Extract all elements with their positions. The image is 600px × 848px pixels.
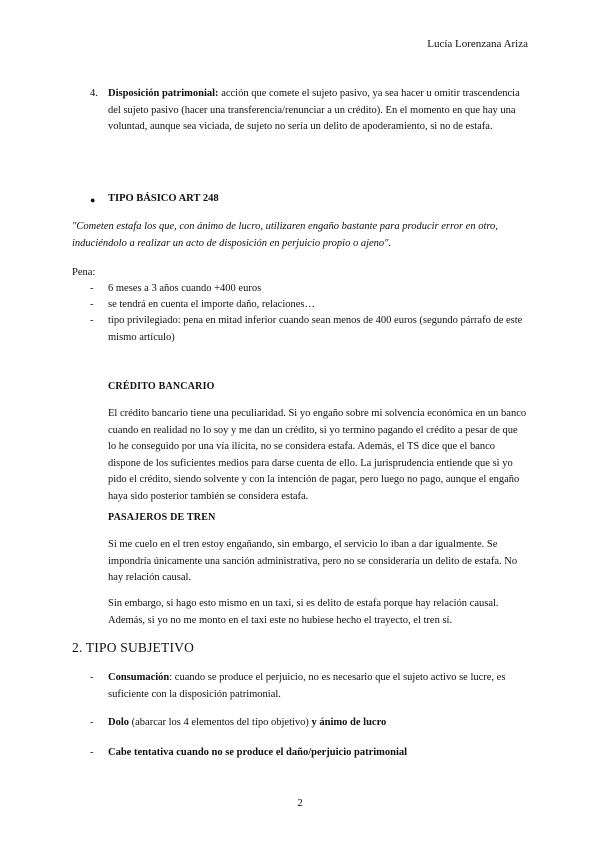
credito-heading: CRÉDITO BANCARIO — [108, 381, 215, 392]
item-text: : cuando se produce el perjuicio, no es necesario que el sujeto activo se lucre, es suficiente con la disposición patrimonial. — [108, 672, 506, 700]
pasajeros-paragraph-2: Sin embargo, si hago esto mismo en un taxi, si es delito de estafa porque hay relación causal. Además, si yo no me monto en el taxi este no hubiese hecho el trayecto, el tren sí. — [108, 598, 499, 626]
pena-item-2 — [90, 297, 528, 314]
bullet-icon: ● — [90, 195, 96, 205]
pasajeros-heading: PASAJEROS DE TREN — [108, 512, 216, 523]
item-tail: y ánimo de lucro — [311, 717, 387, 728]
credito-paragraph: El crédito bancario tiene una peculiaridad. Si yo engaño sobre mi solvencia económica en un banco cuando en realidad no lo soy y me dan un crédito, si yo termino pagando el crédito a pesar de que lo he conseguido por una vía ilícita, no se considera estafa. Además, el TS dice que el banco dispone de los suficientes medios para darse cuenta de ello. La jurisprudencia entiende que si yo pido el crédito, siendo solvente y con la intención de pagar, pero luego no pago, aunque el engaño haya sido posterior también se considera estafa. — [108, 408, 527, 502]
pasajeros-paragraph-1: Si me cuelo en el tren estoy engañando, sin embargo, el servicio lo iban a dar igualmente. Se impondría únicamente una sanción administrativa, pero no se consideraría un delito de estafa. No hay relación causal. — [108, 539, 518, 583]
dash-marker: - — [90, 315, 94, 326]
pena-item-3 — [90, 313, 528, 346]
heading-text: TIPO BÁSICO ART 248 — [108, 193, 219, 204]
dash-marker: - — [90, 717, 94, 728]
item-text: acción que comete el sujeto pasivo, ya sea hacer u omitir trascendencia del sujeto pasivo (hacer una transferencia/renunciar a un crédito). En el momento en que hay una voluntad, aunque sea viciada, de sujeto no sería un delito de apoderamiento, si no de estafa. — [108, 88, 520, 132]
dash-marker: - — [90, 299, 94, 310]
pena-label: Pena: — [72, 267, 96, 278]
subjetivo-item-dolo — [90, 715, 528, 732]
pena-item-text: tipo privilegiado: pena en mitad inferior cuando sean menos de 400 euros (segundo párrafo de este mismo artículo) — [108, 315, 523, 343]
pena-item-text: se tendrá en cuenta el importe daño, relaciones… — [108, 299, 315, 310]
item-text: (abarcar los 4 elementos del tipo objetivo) — [129, 717, 312, 728]
subjetivo-item-consumacion — [90, 670, 528, 703]
dash-marker: - — [90, 672, 94, 683]
dash-marker: - — [90, 283, 94, 294]
item-text: Cabe tentativa cuando no se produce el daño/perjuicio patrimonial — [108, 747, 408, 758]
page-number: 2 — [297, 797, 303, 809]
article-quote — [72, 219, 528, 252]
list-item-disposicion — [90, 86, 528, 136]
item-title: Consumación — [108, 672, 170, 683]
subjetivo-item-tentativa — [90, 745, 528, 762]
pena-item-1 — [90, 281, 528, 298]
header-author: Lucía Lorenzana Ariza — [427, 38, 528, 50]
list-number: 4. — [90, 88, 98, 99]
dash-marker: - — [90, 747, 94, 758]
pena-item-text: 6 meses a 3 años cuando +400 euros — [108, 283, 262, 294]
item-title: Disposición patrimonial: — [108, 88, 219, 99]
tipo-basico-heading — [90, 191, 219, 208]
quote-text: "Cometen estafa los que, con ánimo de lucro, utilizaren engaño bastante para producir error en otro, induciéndolo a realizar un acto de disposición en perjuicio propio o ajeno". — [72, 221, 498, 249]
item-title: Dolo — [108, 717, 129, 728]
tipo-subjetivo-heading: 2. TIPO SUBJETIVO — [72, 640, 195, 655]
